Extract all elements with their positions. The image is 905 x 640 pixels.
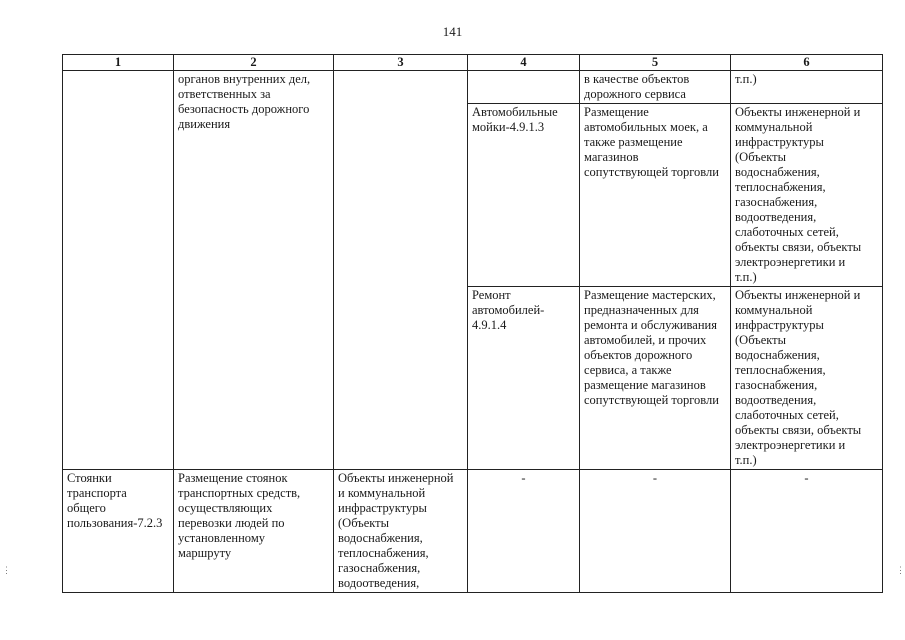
continuation-col2: органов внутренних дел, ответственных за безопасность дорожного движения xyxy=(174,71,334,470)
carwash-type: Автомобильные мойки-4.9.1.3 xyxy=(468,104,580,287)
header-col-4: 4 xyxy=(468,55,580,71)
scan-edge-mark-left: ⋮ xyxy=(2,566,11,576)
header-col-6: 6 xyxy=(731,55,883,71)
parking-type: Стоянки транспорта общего пользования-7.2.3 xyxy=(63,470,174,593)
header-row xyxy=(63,55,883,71)
parking-col6-dash: - xyxy=(731,470,883,593)
continuation-col4 xyxy=(468,71,580,104)
parking-infrastructure: Объекты инженерной и коммунальной инфраструктуры (Объекты водоснабжения, теплоснабжения, газоснабжения, водоотведения, xyxy=(334,470,468,593)
continuation-col3 xyxy=(334,71,468,470)
header-col-2: 2 xyxy=(174,55,334,71)
carwash-description: Размещение автомобильных моек, а также размещение магазинов сопутствующей торговли xyxy=(580,104,731,287)
repair-type: Ремонт автомобилей- 4.9.1.4 xyxy=(468,287,580,470)
header-col-3: 3 xyxy=(334,55,468,71)
repair-infrastructure: Объекты инженерной и коммунальной инфраструктуры (Объекты водоснабжения, теплоснабжения, газоснабжения, водоотведения, слаботочных сетей, объекты связи, объекты электроэнергетики и т.п.) xyxy=(731,287,883,470)
parking-description: Размещение стоянок транспортных средств, осуществляющих перевозки людей по установленному маршруту xyxy=(174,470,334,593)
table-row-continuation xyxy=(63,71,883,104)
carwash-infrastructure: Объекты инженерной и коммунальной инфраструктуры (Объекты водоснабжения, теплоснабжения, газоснабжения, водоотведения, слаботочных сетей, объекты связи, объекты электроэнергетики и т.п.) xyxy=(731,104,883,287)
continuation-col6: т.п.) xyxy=(731,71,883,104)
parking-col5-dash: - xyxy=(580,470,731,593)
repair-description: Размещение мастерских, предназначенных для ремонта и обслуживания автомобилей, и прочих объектов дорожного сервиса, а также размещение магазинов сопутствующей торговли xyxy=(580,287,731,470)
page-number: 141 xyxy=(442,24,463,39)
table-row-parking xyxy=(63,470,883,593)
continuation-col5: в качестве объектов дорожного сервиса xyxy=(580,71,731,104)
header-col-1: 1 xyxy=(63,55,174,71)
header-col-5: 5 xyxy=(580,55,731,71)
continuation-col1 xyxy=(63,71,174,470)
scan-edge-mark-right: ⋮ xyxy=(896,566,905,576)
land-use-table xyxy=(62,54,883,593)
parking-col4-dash: - xyxy=(468,470,580,593)
